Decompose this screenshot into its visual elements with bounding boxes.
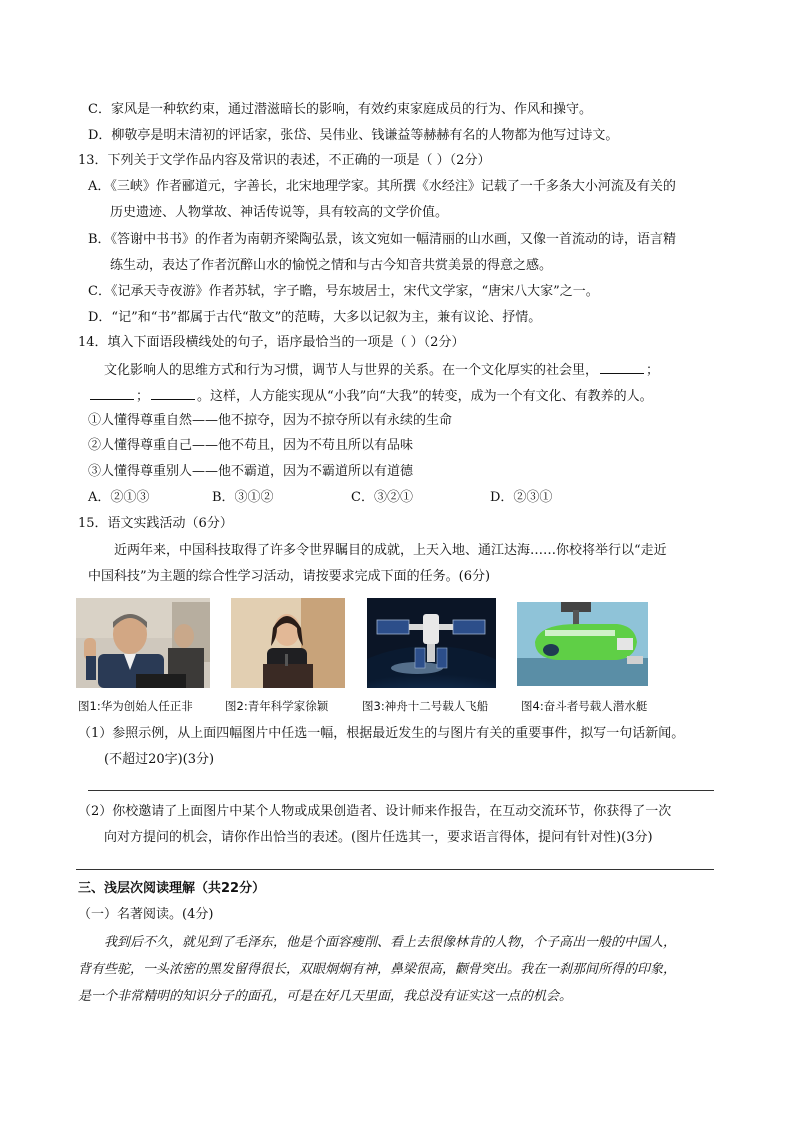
q14-blank-3[interactable]: [151, 386, 195, 400]
q15-sub2-line2: 向对方提问的机会，请你作出恰当的表述。(图片任选其一，要求语言得体，提问有针对性)(3分): [104, 830, 653, 845]
q15-stem: 15．语文实践活动（6分）: [78, 516, 233, 531]
photo-2-image: [231, 598, 345, 688]
q14-passage-text2: 。这样，人方能实现从“小我”向“大我”的转变，成为一个有文化、有教养的人。: [197, 389, 653, 404]
q13-option-b-line1: B．《答谢中书书》的作者为南朝齐梁陶弘景，该文宛如一幅清丽的山水画，又像一首流动的诗，语言精: [88, 232, 677, 247]
q15-sub1-line1: （1）参照示例，从上面四幅图片中任选一幅，根据最近发生的与图片有关的重要事件，拟写一句话新闻。: [78, 726, 685, 741]
q14-stem: 14．填入下面语段横线处的句子，语序最恰当的一项是（ ）（2分）: [78, 335, 465, 350]
q14-item-3: ③人懂得尊重别人——他不霸道，因为不霸道所以有道德: [88, 464, 414, 479]
reading-passage-line2: 背有些驼，一头浓密的黑发留得很长，双眼炯炯有神，鼻梁很高，颧骨突出。我在一刹那间所得的印象，: [78, 962, 677, 977]
q14-passage-line1: [104, 360, 659, 380]
caption-figure-2: 图2:青年科学家徐颖: [225, 699, 329, 713]
q14-option-a: A．②①③: [88, 490, 150, 505]
q15-intro-line2: 中国科技”为主题的综合性学习活动，请按要求完成下面的任务。(6分): [88, 569, 491, 584]
q15-sub2-line1: （2）你校邀请了上面图片中某个人物或成果创造者、设计师来作报告，在互动交流环节，你获得了一次: [78, 804, 672, 819]
q14-option-b: B．③①②: [212, 490, 274, 505]
q15-intro-line1: 近两年来，中国科技取得了许多令世界瞩目的成就，上天入地、通江达海……你校将举行以“走近: [114, 543, 667, 558]
photo-1-image: [76, 598, 210, 688]
caption-figure-3: 图3:神舟十二号载人飞船: [362, 699, 489, 713]
photo-3-image: [367, 598, 496, 688]
q13-stem: 13．下列关于文学作品内容及常识的表述，不正确的一项是（ ）（2分）: [78, 153, 491, 168]
section-3-heading: 三、浅层次阅读理解（共22分）: [78, 881, 266, 896]
q14-separator-2: ；: [136, 389, 150, 404]
q12-option-d: D．柳敬亭是明末清初的评话家，张岱、吴伟业、钱谦益等赫赫有名的人物都为他写过诗文。: [88, 128, 619, 143]
caption-figure-1: 图1:华为创始人任正非: [78, 699, 193, 713]
caption-figure-4: 图4:奋斗者号载人潜水艇: [521, 699, 648, 713]
photo-shenzhou-12: [367, 598, 496, 688]
q14-option-d: D．②③①: [490, 490, 553, 505]
q14-item-2: ②人懂得尊重自己——他不苟且，因为不苟且所以有品味: [88, 438, 414, 453]
q13-option-d: D．“记”和“书”都属于古代“散文”的范畴，大多以记叙为主，兼有议论、抒情。: [88, 310, 542, 325]
q14-passage-text1: 文化影响人的思维方式和行为习惯，调节人与世界的关系。在一个文化厚实的社会里，: [104, 363, 599, 378]
photo-xu-ying: [231, 598, 345, 688]
section-3-subheading: （一）名著阅读。(4分): [78, 907, 214, 922]
q14-passage-line2: [88, 386, 653, 406]
q13-option-a-line1: A．《三峡》作者郦道元，字善长，北宋地理学家。其所撰《水经注》记载了一千多条大小河流及有关的: [88, 179, 676, 194]
reading-passage-line3: 是一个非常精明的知识分子的面孔，可是在好几天里面，我总没有证实这一点的机会。: [78, 989, 573, 1004]
q13-option-b-line2: 练生动，表达了作者沉醉山水的愉悦之情和与古今知音共赏美景的得意之感。: [110, 258, 553, 273]
q14-separator-1: ；: [646, 363, 660, 378]
q12-option-c: C．家风是一种软约束，通过潜滋暗长的影响，有效约束家庭成员的行为、作风和操守。: [88, 102, 592, 117]
reading-passage-line1: 我到后不久，就见到了毛泽东，他是个面容瘦削、看上去很像林肯的人物，个子高出一般的中国人，: [104, 935, 677, 950]
q13-option-c: C．《记承天寺夜游》作者苏轼，字子瞻，号东坡居士，宋代文学家，“唐宋八大家”之一。: [88, 284, 599, 299]
q14-option-c: C．③②①: [351, 490, 413, 505]
q14-blank-1[interactable]: [600, 360, 644, 374]
q15-sub1-line2: (不超过20字)(3分): [104, 752, 215, 767]
photo-ren-zhengfei: [76, 598, 210, 688]
q15-sub1-answer-line[interactable]: [88, 790, 714, 791]
q15-sub2-answer-line[interactable]: [76, 869, 714, 870]
q14-item-1: ①人懂得尊重自然——他不掠夺，因为不掠夺所以有永续的生命: [88, 413, 453, 428]
photo-fendouzhe: [517, 602, 648, 686]
q14-blank-2[interactable]: [90, 386, 134, 400]
q13-option-a-line2: 历史遗迹、人物掌故、神话传说等，具有较高的文学价值。: [110, 205, 449, 220]
photo-4-image: [517, 602, 648, 686]
